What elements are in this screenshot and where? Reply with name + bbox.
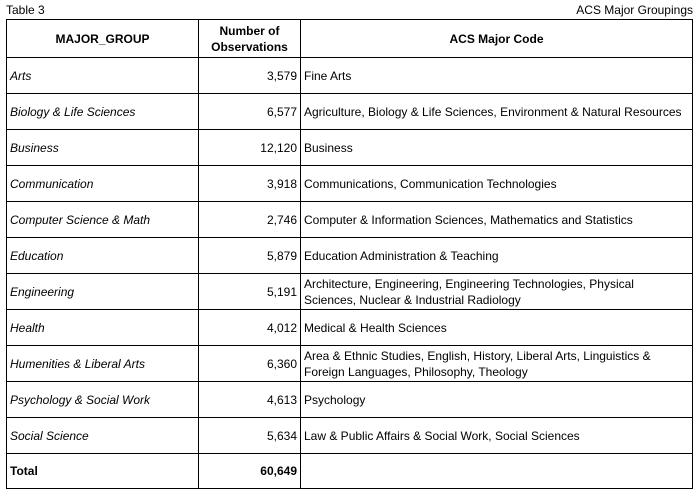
total-label: Total: [7, 454, 199, 489]
table-title: ACS Major Groupings: [576, 3, 693, 17]
table-row: [7, 166, 693, 202]
major-group-cell: Humenities & Liberal Arts: [7, 346, 199, 382]
acs-code-cell: Psychology: [301, 382, 693, 418]
table-row: [7, 418, 693, 454]
major-group-cell: Psychology & Social Work: [7, 382, 199, 418]
observations-cell: 4,012: [199, 310, 301, 346]
header-observations-line2: Observations: [211, 39, 288, 54]
acs-code-cell: Business: [301, 130, 693, 166]
acs-code-cell: Computer & Information Sciences, Mathematics and Statistics: [301, 202, 693, 238]
table-row: [7, 94, 693, 130]
observations-cell: 3,579: [199, 58, 301, 94]
observations-cell: 12,120: [199, 130, 301, 166]
major-group-cell: Computer Science & Math: [7, 202, 199, 238]
header-row: [7, 20, 693, 58]
observations-cell: 5,191: [199, 274, 301, 310]
acs-code-cell: Law & Public Affairs & Social Work, Social Sciences: [301, 418, 693, 454]
table-row: [7, 382, 693, 418]
major-group-cell: Health: [7, 310, 199, 346]
acs-code-cell: Agriculture, Biology & Life Sciences, Environment & Natural Resources: [301, 94, 693, 130]
major-groupings-table: [6, 19, 693, 489]
total-observations: 60,649: [199, 454, 301, 489]
table-row: [7, 274, 693, 310]
table-number: Table 3: [6, 3, 45, 17]
observations-cell: 4,613: [199, 382, 301, 418]
major-group-cell: Social Science: [7, 418, 199, 454]
acs-code-cell: Education Administration & Teaching: [301, 238, 693, 274]
table-row: [7, 310, 693, 346]
total-acs-code: [301, 454, 693, 489]
observations-cell: 6,360: [199, 346, 301, 382]
major-group-cell: Business: [7, 130, 199, 166]
header-acs-major-code: ACS Major Code: [301, 20, 693, 58]
observations-cell: 5,879: [199, 238, 301, 274]
acs-code-cell: Medical & Health Sciences: [301, 310, 693, 346]
major-group-cell: Biology & Life Sciences: [7, 94, 199, 130]
table-body: [7, 58, 693, 489]
table-row: [7, 346, 693, 382]
table-row: [7, 58, 693, 94]
header-major-group: MAJOR_GROUP: [7, 20, 199, 58]
header-observations-line1: Number of: [219, 23, 280, 38]
observations-cell: 3,918: [199, 166, 301, 202]
header-observations: [199, 20, 301, 58]
total-row: [7, 454, 693, 489]
major-group-cell: Education: [7, 238, 199, 274]
acs-code-cell: Fine Arts: [301, 58, 693, 94]
acs-code-cell: Architecture, Engineering, Engineering Technologies, Physical Sciences, Nuclear & Industrial Radiology: [301, 274, 693, 310]
table-row: [7, 238, 693, 274]
observations-cell: 2,746: [199, 202, 301, 238]
observations-cell: 5,634: [199, 418, 301, 454]
acs-code-cell: Area & Ethnic Studies, English, History, Liberal Arts, Linguistics & Foreign Languages, Philosophy, Theology: [301, 346, 693, 382]
table-row: [7, 202, 693, 238]
acs-code-cell: Communications, Communication Technologies: [301, 166, 693, 202]
major-group-cell: Engineering: [7, 274, 199, 310]
major-group-cell: Arts: [7, 58, 199, 94]
table-row: [7, 130, 693, 166]
major-group-cell: Communication: [7, 166, 199, 202]
observations-cell: 6,577: [199, 94, 301, 130]
